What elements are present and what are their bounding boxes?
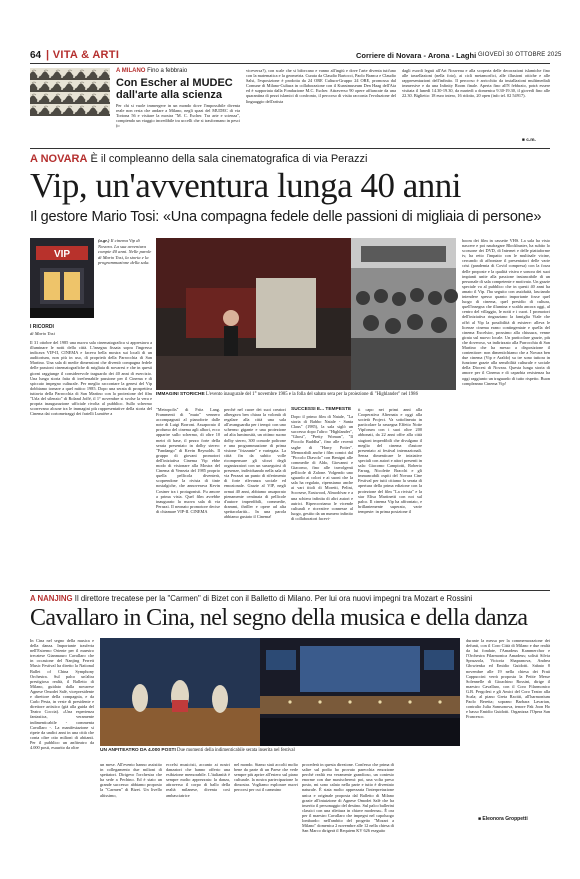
vip-kicker-text: È il compleanno della sala cinematografica di via Perazzi: [90, 153, 368, 165]
vip-col-5: ti capo nei primi anni alla Cooperativa Alternata e oggi alla società Project. Va sottolineata in particolare la rassegna Effetto Notte Vipforum con i suoi oltre 200 abbonati, da 22 anni offre alla città stagioni imperdibili che divulgano il meglio del cinema d'autore presentato ai festival internazionali. Senza dimenticare le iniziative speciali con autori e attori presenti in sala: Giacomo Campiotti, Roberto Farrag, Nicolette Bracchi e gli immancabili ospiti del Novara Cine Festival per tutti citiamo la serata di apertura della prima edizione con la proiezione del film "La rivista" e la star Elisa Martinetti con noi sul palco. Il cinema Vip ha affrontato, e brillantemente superato, varie tempeste: in prima posizione il: [358, 407, 422, 514]
vip-headline: Vip, un'avventura lunga 40 anni: [30, 166, 461, 205]
mudec-title: Con Escher al MUDEC dall'arte alla scienza: [116, 77, 233, 101]
mudec-col-3: dagli esordi legati all'Art Nouveau e alla scoperta delle decorazioni islamiche fino alle tassellazioni (nella foto), ai cicli metamorfici, alle illusioni ottiche e alle rappresentazioni dell'infinito. Il percorso è arricchito da installazioni multimediali immersive e da una Infinity Room finale. Aperta fino all'8 febbraio, potrà essere visitata il lunedì 14.30-19.30, da martedì a domenica 9.30-19.30, il giovedì fino alle 22.30. Biglietto: 18 euro intero, 16 ridotto, 20 open (info tel. 02 54917).: [402, 68, 550, 99]
cavallaro-col-2: un mese. All'evento hanno assistito in collegamento due milioni di spettatori. Dirigevo l'orchestra che ha sede a Pechino. Ed è stato un grande successo: abbiamo proposto la "Carmen" di Bizet. Un livello altissimo,: [100, 762, 162, 798]
issue-date: GIOVEDÌ 30 OTTOBRE 2025: [478, 52, 562, 58]
mudec-signature: ■ c.m.: [522, 138, 536, 143]
vip-rule: [30, 590, 550, 591]
vip-col-3: perché nel cuore dei suoi creatori albergava ben chiara la volontà di regalare alla città una sala all'avanguardia per i tempi: con uno schermo gigante e una proiezione ad alta luminosità, un ottimo suono dolby stereo, 300 comode poltrone e una programmazione di prima visione "frizzante" e variegata. La città fin da subito volle ricompensare gli sforzi degli organizzatori con un susseguirsi di presenze, individuando nella sala di via Perazzi un punto di riferimento di forte rilevanza sociale ed emozionale. Grazie al VIP, negli ormai 40 anni, abbiamo assaporato pienamente centinaia di pellicole d'autore imperdibili, commedie, drammi, thriller e opere ad alta spettacolarità... In una parola abbiamo gustato il Cinema!: [224, 407, 286, 519]
mudec-kicker: [116, 68, 187, 74]
cavallaro-col-3: eccelsi musicisti, accanto ai nostri danzatori che hanno offerto una esibizione memorabile. L'italianità è sempre molto apprezzata: la danza, attraverso il corpo di ballo della realtà milanese, diventa così ambasciatrice: [166, 762, 230, 798]
cavallaro-column-six: durante la messa per la commemorazione dei defunti, con il Coro Città di Milano e due realtà da lui fondate, l'Amadeus Kammerchor e l'Orchestra Filarmonica Amadeus; solisti Silvia Spruzzola, Victoria Shapranova, Andrea Głowienka ed Emidio Guidotti. Sabato 8 novembre alle 19 nella chiesa dei Frati Cappuccini verrà proposta la Petite Messe Solennelle di Gioachino Rossini, dirige il maestro Cavallaro, con il Coro Filarmonico G.B. Pergolesi e gli Amici del Coro Teatro alla Scala; al piano Greta Racitti, all'harmonium Paolo Beretta; soprano Barbara Lavarian, contralto Julia Samsonova, tenore Pak Joon Ho e basso Emidio Guidotti. Organizza l'Opera San Francesco.: [466, 638, 550, 720]
mudec-col-1: Per chi si vuole immergere in un mondo dove l'impossibile diventa reale non resta che andare a Milano, negli spazi del MUDEC di via Tortona 56 e visitare la mostra "M. C. Escher. Tra arte e scienza", compiendo un viaggio incredibile tra uccelli che si trasformano in pesci (o: [116, 103, 240, 129]
cavallaro-kicker-place: A NANJING: [30, 594, 73, 603]
cavallaro-signature: ■ Eleonora Groppetti: [478, 816, 528, 822]
historic-photo-text: L'evento inaugurale del 1° novembre 1985 e la folla del sabato sera per la proiezione di "Highlander" nel 1986: [205, 392, 418, 397]
vip-col-4-title: SUCCESSI E... TEMPESTE: [291, 407, 352, 412]
cavallaro-col-4: nel mondo. Siamo stati accolti molto bene da parte di un Paese che vede sempre più aprire all'estero sul piano culturale. la nostra partecipazione lo dimostra. Vogliamo esplorare nuovi percorsi per cui il cammino: [234, 762, 298, 793]
concert-photo-text: Due momenti della indimenticabile serata inserita nel festival: [177, 748, 295, 753]
mudec-kicker-place: A MILANO: [116, 68, 146, 74]
cavallaro-column-five: procederà in questa direzione. Confesso che prima di salire sul podio ho provato parecchia emozione perché realtà era veramente grandioso, un contesto enorme con due maxischermi: poi, una volta preso posto, mi sono calato nella parte e tutto è diventato naturale. È stata molto apprezzata l'interpretazione unica e originale proposta dal Balletto di Milano grazie all'intuizione di Agnese Omodei Salè che ha inserito il personaggio del destino. Sul palco ballerini classici con una rilettura in chiave moderna». È ora per il maestro Cavallaro che impegni nel capoluogo lombardo: nell'ambito del progetto "Mozart a Milano" domenica 2 novembre alle 12 nella chiesa di San Marco dirigerà il Requiem KV 626 eseguito: [302, 762, 394, 834]
escher-tessellation-photo: [30, 68, 110, 116]
page-number: 64: [30, 50, 42, 61]
inset-caption: (a.gr.) Il cinema Vip di Novara. La sua avventura compie 40 anni. Nelle parole di Mario Tosi, la storia e la programmazione della sala.: [98, 238, 152, 266]
section-title: | VITA & ARTI: [46, 49, 120, 61]
mudec-rule: [30, 148, 550, 149]
historic-event-photo: [156, 238, 351, 390]
historic-photo-caption: [156, 392, 456, 398]
stage-scene-icon: [156, 238, 351, 390]
concert-photo-label: UN ANFITEATRO DA 4.000 POSTI: [100, 748, 176, 753]
vip-subtitle: Il gestore Mario Tosi: «Una compagna fedele delle passioni di migliaia di persone»: [30, 209, 542, 225]
concert-photo-amphitheatre: [260, 638, 460, 746]
vip-col-1: Il 31 ottobre del 1985 una nuova sala cinematografica si apprestava a illuminare le notti della città. L'insegna fissata sopra l'ingresso indicava VIP-II, CINEMA e faceva bella mostra sui locali di un auditorium, non più in uso, di proprietà della Parrocchia di San Martino. Una sala di medie dimensioni che diventò compagna fedele delle passioni cinematografiche di migliaia di novaresi e che in questi giorni raggiunge il considerevole traguardo dei 40 anni di esercizio. Una lunga storia fatta di irrefrenabile passione per il Cinema e di spiccato impegno culturale. Per meglio raccontare la genesi del Vip dobbiamo tornare a quel mitico 1985. Dopo una serata di prospettiva tuttavia della Parrocchia di San Martino con la proiezione del film "Urla del silenzio" di Roland Joffé, il 1° novembre si svolse la vera e propria inaugurazione ufficiale rivolta al pubblico. Sullo schermo scorrevano alcune tra le immagini più rappresentative della storia del Cinema dai cortometraggi dei fratelli Lumière a: [30, 340, 152, 417]
mudec-col-2: viceversa?), con scale che si biforcano e vanno all'ingiù e dove l'arte diventa tutt'uno con la matematica e la geometria. Curata da Claudio Bartocci, Paolo Branca e Claudio Salsi, l'esposizione è prodotta da 24 ORE Cultura-Gruppo 24 ORE, promossa dal Comune di Milano-Cultura in collaborazione con il Kunstmuseum Den Haag dell'Aia ed è supportata dalla Fondazione M.C. Escher. Attraverso 90 opere affiancate da una quarantina di pezzi islamici di confronto, il percorso di visita racconta l'evoluzione del linguaggio dell'artista: [246, 68, 396, 104]
vip-col-4: Dopo il primo film di Natale, "La storia di Babbo Natale - Santa Claus" (1985), la sala siglò un successo dopo l'altro: "Highlander", "Ghost", "Pretty Woman", "Il Piccolo Buddha", fino alle recenti saghe di "Harry Potter". Memorabili anche i film comici dal "Piccolo Diavolo" con Benigni alle commedie di Aldo, Giovanni e Giacomo, fino alle travolgenti pellicole di Zalone. Volgendo uno sguardo ai colori e ai suoni che la sala ha regalato, ripensiamo anche ai vari titoli di Moretti, Pelini, Scorsese, Eastwood, Almodóvar e a una schiera infinita di altri autori e autrici. Ripercorriamo le vicende culturali e ricreative connesse al luogo, gestito da un numero infinito di collaboratori facevi-: [291, 414, 353, 521]
caption-tag: (a.gr.): [98, 238, 110, 243]
vip-kicker: [30, 153, 368, 165]
vip-col-2: "Metropolis" di Fritz Lang. Frammenti di "muto" vennero accompagnati al pianoforte dalle note di Luigi Borroni. Assaporato il profumo del cinema agli albori, ecco apparire sullo schermo, di oltre 10 metri di base, il pezzo forte della serata presentato in dolby stereo: "Fandango" di Kevin Reynolds. Il gruppo di giovani promotori dell'iniziativa Cinema Vip ebbe modo di visionare alla Mostra del Cinema di Venezia del 1985 proprio quella pellicola diventerà, scoprendone la rivista di tinte nostalgiche, che annoverava Kevin Costner tra i protagonisti. Fu amore a prima vista. Quel film avrebbe inaugurato la nuova sala di via Perazzi. Il neonato promotore decise di chiamare VIP-II. CINEMA: [156, 407, 220, 514]
ballet-scene-icon: [100, 638, 260, 746]
amphitheatre-scene-icon: [260, 638, 460, 746]
cinema-building-icon: [30, 238, 94, 318]
vip-kicker-place: A NOVARA: [30, 153, 88, 165]
cavallaro-kicker-text: Il direttore trecatese per la "Carmen" di Bizet con il Balletto di Milano. Per lui ora nuovi impegni tra Mozart e Rossini: [74, 594, 473, 603]
historic-photo-label: IMMAGINI STORICHE: [156, 392, 205, 397]
concert-photo-caption: [100, 748, 460, 754]
cavallaro-kicker: [30, 594, 550, 603]
cavallaro-col-1: In Cina nel segno della musica e della danza. Importante trasferta nell'Estremo Oriente per il maestro trecatese Gianmauro Cavallaro che in occasione del Nanjing Ferrett Music Festival ha diretto la National Ballet of China Symphony Orchestra. Sul palco un'altra prestigiosa realtà, il Balletto di Milano, guidato dalla novarese Agnese Omodei Salè, vicepresidente e direttore della compagnia, e da Carlo Pesta, in veste di presidente e direttore artistico (già alla guida del Teatro Coccia). «Una esperienza fantastica, veramente indimenticabile - commenta Cavallaro -. La manifestazione si ripete da undici anni in una città che conta oltre otto milioni di abitanti. Per il pubblico un anfiteatro da 4.000 posti, esaurito da oltre: [30, 638, 94, 750]
tessellation-pattern-icon: [30, 68, 110, 116]
crowd-photo: [351, 238, 456, 390]
mudec-kicker-text: Fino a febbraio: [147, 68, 188, 74]
memories-label: I RICORDI: [30, 324, 54, 330]
section-name: VITA & ARTI: [52, 49, 120, 61]
newspaper-name: Corriere di Novara - Arona - Laghi: [356, 51, 477, 60]
memories-author: di Mario Tosi: [30, 331, 55, 336]
svg-text:VIP: VIP: [53, 249, 71, 260]
header-rule: [30, 63, 550, 64]
cavallaro-headline: Cavallaro in Cina, nel segno della musica e della danza: [30, 605, 528, 631]
concert-photo-dancers: [100, 638, 260, 746]
crowd-scene-icon: [351, 238, 456, 390]
vip-col-6: boom dei film in cassette VHS. La sala ha visto nascere e poi naufragare Blockbuster, ha subito lo scossone dei DVD, di Internet e delle piattaforme tv, ha retto l'impatto con le multisale vicine, cercando di affrontare il presentatori delle varie crisi (pandemia di Covid compresa) con la forza delle proposte e la qualità visiva e sonora dei suoi impianti unite alla passione instancabile di un personale di sala competente e motivato. Un grazie speciale va al pubblico che in questi 40 anni ha amato il Vip. l'ha seguito con assiduità, lasciando intendere spesso quanto importante fosse quel luogo di cinema, quel presidio di cultura, quell'insegna che illumina e scalda ancora oggi, al centro del villaggio, le notti e i cuori. I promotori dell'iniziativa ringraziano la famiglia Viale che offrì al Vip la possibilità di esistere: alleva le licenze cinema erano contingentate e quella del cinema Excelsior, prossimo alla chiusura, venne girata sul nuovo locale. Un particolare grazie, più che doveroso, va indirizzato alla Parrocchia di San Martino che ha messo a disposizione il contenitore: non dimentichiamo che a Novara ben due cinema (Vip e Araldo) su tre sono tuttora in funzione grazie alla sensibilità culturale e sociale della Diocesi di Novara. Questa lunga storia di amore per il Cinema e di caparbia resistenza ha oggi raggiunto un traguardo di tutto rispetto. Buon compleanno Cinema Vip!: [462, 238, 550, 386]
cinema-facade-photo: [30, 238, 94, 318]
